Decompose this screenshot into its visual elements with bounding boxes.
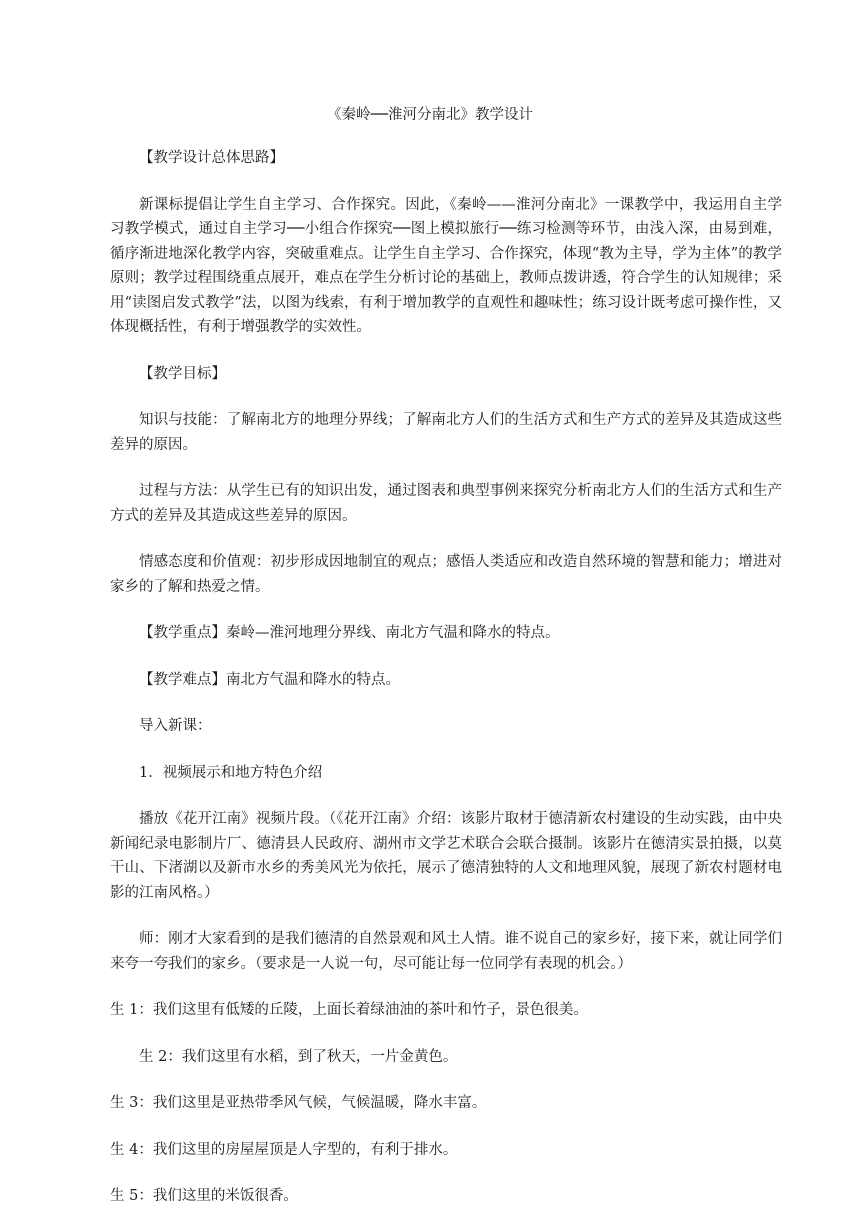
paragraph-goal-process: 过程与方法：从学生已有的知识出发，通过图表和典型事例来探究分析南北方人们的生活方式和生产方式的差异及其造成这些差异的原因。	[110, 483, 782, 524]
document-body	[110, 146, 782, 1231]
paragraph-video-desc: 播放《花开江南》视频片段。（《花开江南》介绍：该影片取材于德清新农村建设的生动实践，由中央新闻纪录电影制片厂、德清县人民政府、湖州市文学艺术联合会联合摄制。该影片在德清实景拍摄，以莫干山、下渚湖以及新市水乡的秀美风光为依托，展示了德清独特的人文和地理风貌，展现了新农村题材电影的江南风格。）	[110, 811, 782, 901]
student-line: 生 2：我们这里有水稻，到了秋天，一片金黄色。	[139, 1048, 458, 1065]
paragraph-design-body: 新课标提倡让学生自主学习、合作探究。因此，《秦岭——淮河分南北》一课教学中，我运用自主学习教学模式，通过自主学习──小组合作探究──图上模拟旅行──练习检测等环节，由浅入深，由易到难，循序渐进地深化教学内容，突破重难点。让学生自主学习、合作探究，体现“教为主导，学为主体”的教学原则；教学过程围绕重点展开，难点在学生分析讨论的基础上，教师点拨讲透，符合学生的认知规律；采用“读图启发式教学”法，以图为线索，有利于增加教学的直观性和趣味性；练习设计既考虑可操作性，又体现概括性，有利于增强教学的实效性。	[110, 196, 782, 335]
paragraph-goal-knowledge: 知识与技能：了解南北方的地理分界线；了解南北方人们的生活方式和生产方式的差异及其造成这些差异的原因。	[110, 412, 782, 453]
student-line: 生 3：我们这里是亚热带季风气候，气候温暖，降水丰富。	[110, 1095, 487, 1111]
student-line: 生 1：我们这里有低矮的丘陵，上面长着绿油油的茶叶和竹子，景色很美。	[110, 1002, 588, 1018]
student-line: 生 5：我们这里的米饭很香。	[110, 1188, 298, 1204]
step-heading-1: 1．视频展示和地方特色介绍	[139, 764, 323, 781]
student-line: 生 4：我们这里的房屋屋顶是人字型的，有利于排水。	[110, 1141, 458, 1158]
section-heading-design: 【教学设计总体思路】	[139, 150, 284, 166]
paragraph-difficult-point: 【教学难点】南北方气温和降水的特点。	[139, 671, 400, 688]
paragraph-goal-emotion: 情感态度和价值观：初步形成因地制宜的观点；感悟人类适应和改造自然环境的智慧和能力；增进对家乡的了解和热爱之情。	[110, 554, 782, 595]
paragraph-teacher-line: 师：刚才大家看到的是我们德清的自然景观和风土人情。谁不说自己的家乡好，接下来，就让同学们来夸一夸我们的家乡。（要求是一人说一句，尽可能让每一位同学有表现的机会。）	[110, 931, 782, 972]
document-title: 《秦岭──淮河分南北》教学设计	[327, 107, 533, 123]
section-heading-intro: 导入新课：	[139, 718, 212, 734]
section-heading-goals: 【教学目标】	[139, 365, 226, 382]
paragraph-key-point: 【教学重点】秦岭—淮河地理分界线、南北方气温和降水的特点。	[139, 625, 560, 641]
